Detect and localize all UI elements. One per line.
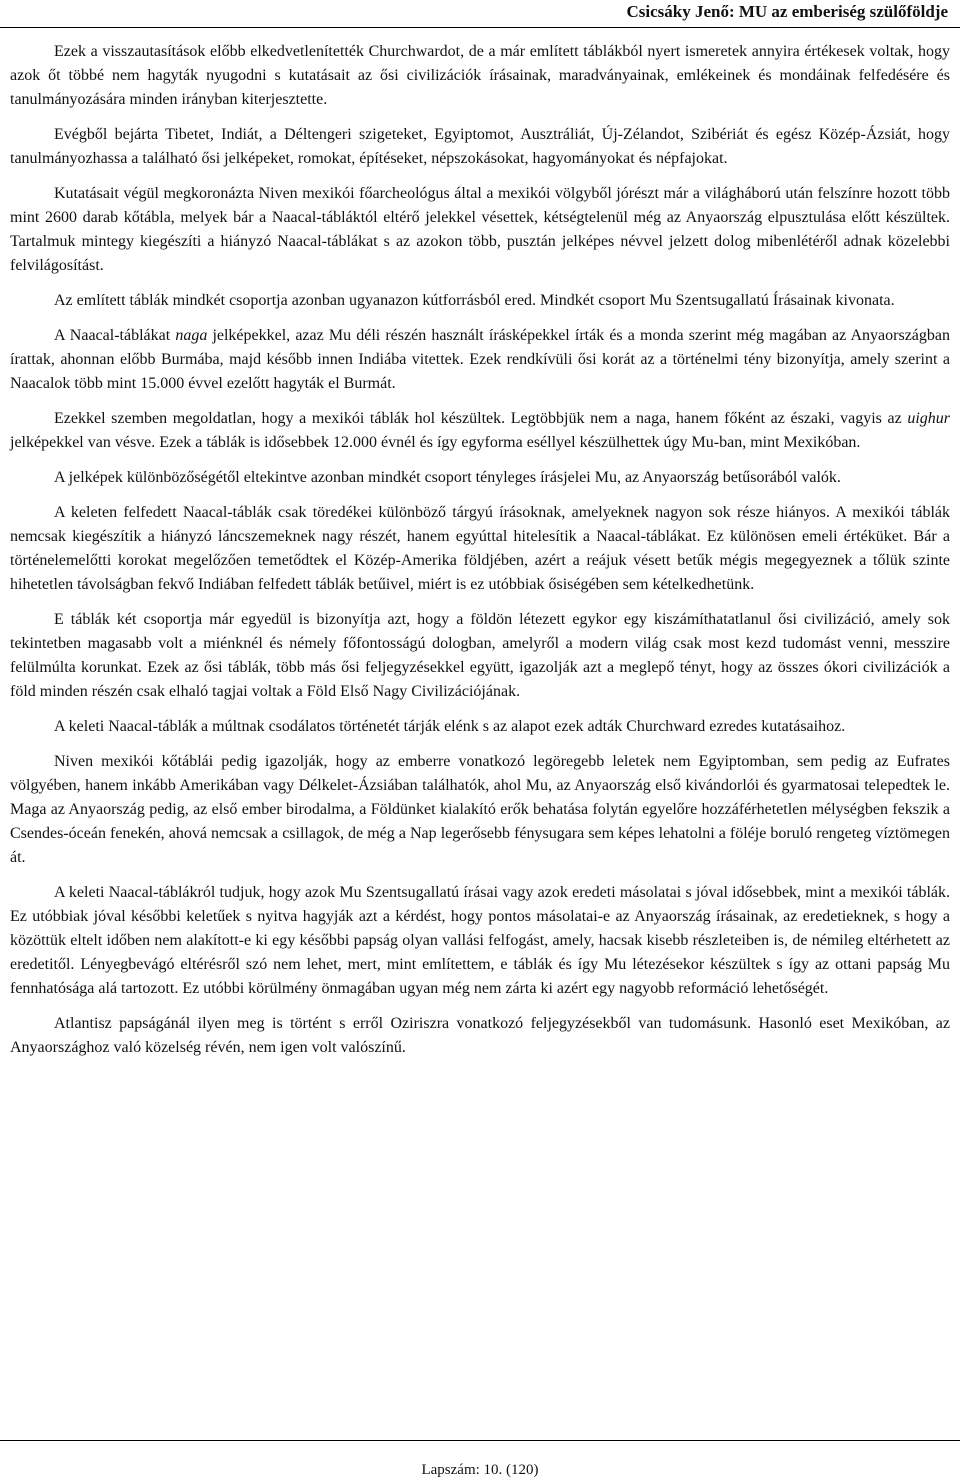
paragraph: Evégből bejárta Tibetet, Indiát, a Déltengeri szigeteket, Egyiptomot, Ausztráliát, Új-Zélandot, Szibériát és egész Közép-Ázsiát, hogy tanulmányozhassa a található ősi jelképeket, romokat, építéseket, népszokásokat, hagyományokat és népfajokat. [10,126,950,167]
paragraph: E táblák két csoportja már egyedül is bizonyítja azt, hogy a földön létezett egykor egy kiszámíthatatlanul ősi civilizáció, amely sok tekintetben magasabb volt a miénknél és némely főfontosságú dologban, amelyről a modern világ csak most kezd tudomást venni, messzire felülmúlta korunkat. Ezek az ősi táblák, több más ősi feljegyzésekkel együtt, igazolják azt a meglepő tényt, hogy az összes ókori civilizációk a föld minden részén csak elhaló tagjai voltak a Föld Első Nagy Civilizációjának. [10,611,950,700]
paragraph-naga [10,324,950,396]
document-body [10,40,950,1071]
page-header [0,0,960,28]
page-number: Lapszám: 10. (120) [421,1462,539,1478]
paragraph: Ezek a visszautasítások előbb elkedvetlenítették Churchwardot, de a már említett táblákból nyert ismeretek annyira értékesek voltak, hogy azok őt többé nem hagyták nyugodni s kutatásait az ősi civilizációk írásainak, maradványainak, emlékeinek és mondáinak felfedésére és tanulmányozására minden irányban kiterjesztette. [10,43,950,108]
italic-term: uighur [907,410,950,427]
paragraph: Niven mexikói kőtáblái pedig igazolják, hogy az emberre vonatkozó legöregebb leletek nem Egyiptomban, sem pedig az Eufrates völgyében, hanem inkább Amerikában vagy Délkelet-Ázsiában találhatók, ahol Mu, az Anyaország első kivándorlói és gyarmatosai telepedtek le. Maga az Anyaország pedig, az első ember birodalma, a Földünket kialakító erők behatása folytán egyelőre hozzáférhetetlen mélységben fekszik a Csendes-óceán fenekén, ahová nemcsak a csillagok, de még a Nap legerősebb fénysugara sem képes lehatolni a föléje boruló rengeteg víztömegen át. [10,753,950,866]
text-run: jelképekkel, azaz Mu déli részén használt írásképekkel írták és a monda szerint még magában az Anyaországban írattak, ahonnan előbb Burmába, majd később innen Indiába vitettek. Ezek rendkívüli ősi korát az a történelmi tény bizonyítja, amely szerint a Naacalok több mint 15.000 évvel ezelőtt hagyták el Burmát. [10,327,951,392]
paragraph: A keleten felfedett Naacal-táblák csak töredékei különböző tárgyú írásoknak, amelyeknek nagyon sok része hiányos. A mexikói táblák nemcsak kiegészítik a hiányzó láncszemeknek nagy részét, hanem egyúttal hitelesítik a Naacal-táblákat. Ez különösen emeli értéküket. Bár a történelemelőtti korokat megelőzően temetődtek el Közép-Amerika földjében, azért a reájuk vésett betűk mégis megegyeznek a tőlük szinte hihetetlen távolságban fekvő Indiában felfedett táblák betűivel, miért is ez utóbbiak ősiségében sem kételkedhetünk. [10,504,950,593]
text-run: A Naacal-táblákat [54,327,176,344]
paragraph: Az említett táblák mindkét csoportja azonban ugyanazon kútforrásból ered. Mindkét csoport Mu Szentsugallatú Írásainak kivonata. [54,292,895,309]
paragraph: A jelképek különbözőségétől eltekintve azonban mindkét csoport tényleges írásjelei Mu, az Anyaország betűsorából valók. [54,469,841,486]
paragraph: Kutatásait végül megkoronázta Niven mexikói főarcheológus által a mexikói völgyből jórészt már a világháború után felszínre hozott több mint 2600 darab kőtábla, melyek bár a Naacal-tábláktól eltérő jelekkel vésettek, kétségtelenül még az Anyaország elpusztulása előtt készültek. Tartalmuk mintegy kiegészíti a hiányzó Naacal-táblákat s az azokon több, pusztán jelképes névvel jelzett dolog mibenlétéről adnak közelebbi felvilágosítást. [10,185,950,274]
text-run: Ezekkel szemben megoldatlan, hogy a mexikói táblák hol készültek. Legtöbbjük nem a naga, hanem főként az északi, vagyis az [54,410,908,427]
header-title: Csicsáky Jenő: MU az emberiség szülőföldje [626,2,948,21]
paragraph: A keleti Naacal-táblákról tudjuk, hogy azok Mu Szentsugallatú írásai vagy azok eredeti másolatai s jóval idősebbek, mint a mexikói táblák. Ez utóbbiak jóval későbbi keletűek s nyitva hagyják azt a kérdést, hogy pontos másolatai-e az Anyaország írásainak, az eredetieknek, s hogy a közöttük eltelt időben nem alakított-e ki egy későbbi papság olyan vallási felfogást, amely, hacsak kisebb részleteiben is, de némileg eltérhetett az eredetitől. Lényegbevágó eltérésről szó nem lehet, mert, mint említettem, e táblák és így Mu létezésekor készültek s így az ottani papság Mu fennhatósága alá tartozott. Ez utóbbi körülmény önmagában ugyan még nem zárta ki azért egy nagyobb reformáció lehetőségét. [10,884,950,997]
paragraph-uighur [10,407,950,455]
page-footer [0,1440,960,1483]
paragraph: A keleti Naacal-táblák a múltnak csodálatos történetét tárják elénk s az alapot ezek adták Churchward ezredes kutatásaihoz. [54,718,846,735]
text-run: jelképekkel van vésve. Ezek a táblák is idősebbek 12.000 évnél és így egyforma eséllyel készülhettek úgy Mu-ban, mint Mexikóban. [10,434,861,451]
paragraph: Atlantisz papságánál ilyen meg is történt s erről Oziriszra vonatkozó feljegyzésekből van tudomásunk. Hasonló eset Mexikóban, az Anyaországhoz való közelség révén, nem igen volt valószínű. [10,1015,950,1056]
italic-term: naga [175,327,208,344]
